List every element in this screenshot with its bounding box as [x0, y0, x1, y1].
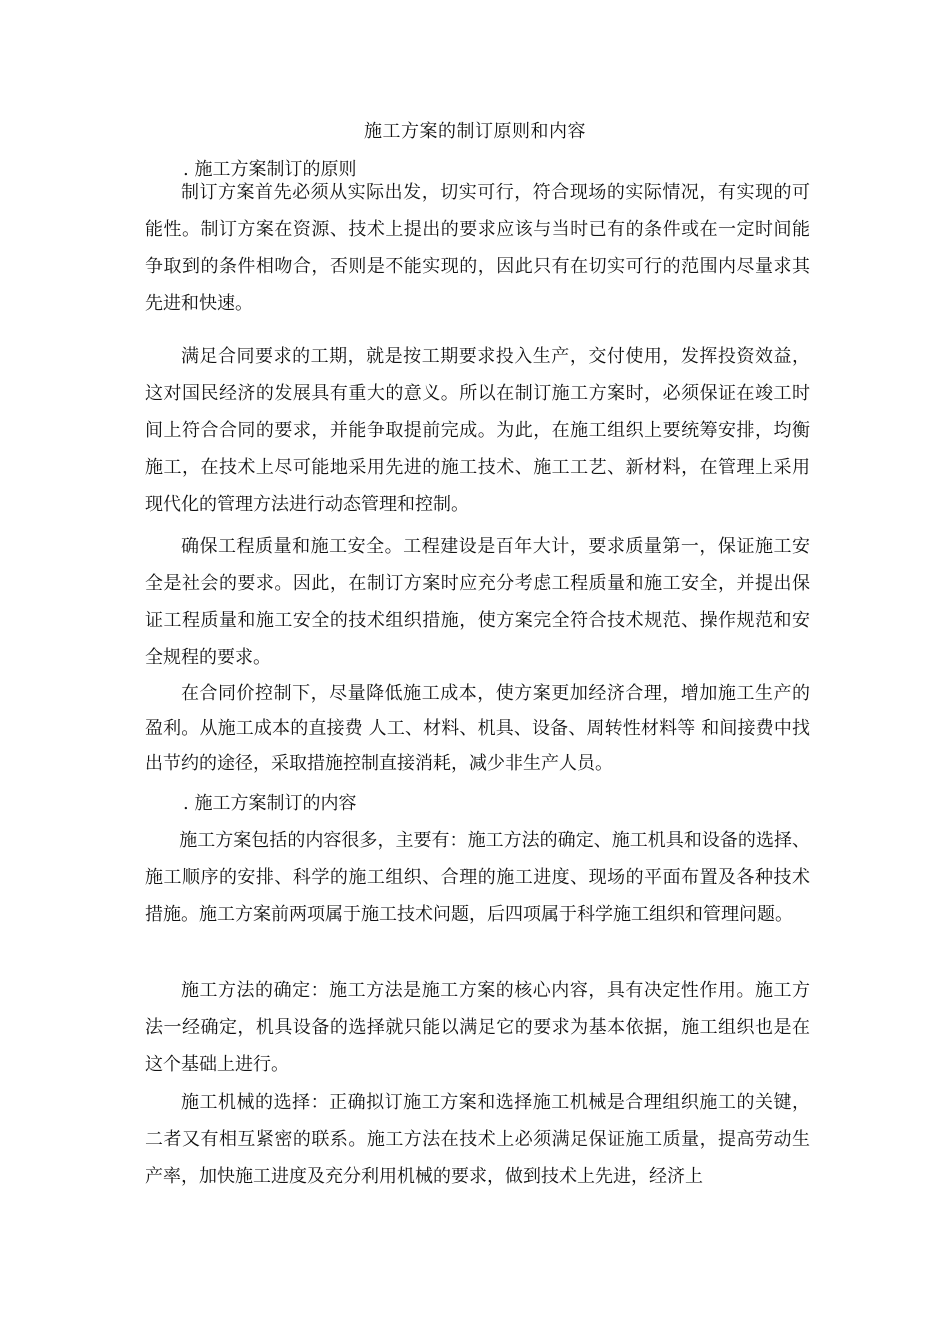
paragraph-machinery: 施工机械的选择：正确拟订施工方案和选择施工机械是合理组织施工的关键，二者又有相互紧密的联系。施工方法在技术上必须满足保证施工质量，提高劳动生产率，加快施工进度及充分利用机械的要求，做到技术上先进，经济上 — [145, 1092, 810, 1187]
paragraph-method: 施工方法的确定：施工方法是施工方案的核心内容，具有决定性作用。施工方法一经确定，机具设备的选择就只能以满足它的要求为基本依据，施工组织也是在这个基础上进行。 — [145, 980, 810, 1075]
paragraph-scope: 施工方案包括的内容很多，主要有：施工方法的确定、施工机具和设备的选择、施工顺序的安排、科学的施工组织、合理的施工进度、现场的平面布置及各种技术措施。施工方案前两项属于施工技术问题，后四项属于科学施工组织和管理问题。 — [145, 830, 810, 925]
paragraph-schedule: 满足合同要求的工期，就是按工期要求投入生产，交付使用，发挥投资效益，这对国民经济的发展具有重大的意义。所以在制订施工方案时，必须保证在竣工时间上符合合同的要求，并能争取提前完成。为此，在施工组织上要统筹安排，均衡施工，在技术上尽可能地采用先进的施工技术、施工工艺、新材料，在管理上采用现代化的管理方法进行动态管理和控制。 — [145, 346, 810, 515]
paragraph-quality-safety: 确保工程质量和施工安全。工程建设是百年大计，要求质量第一，保证施工安全是社会的要求。因此，在制订方案时应充分考虑工程质量和施工安全，并提出保证工程质量和施工安全的技术组织措施，使方案完全符合技术规范、操作规范和安全规程的要求。 — [145, 536, 810, 668]
section-heading-principles: . 施工方案制订的原则 — [183, 159, 357, 180]
section-heading-contents: . 施工方案制订的内容 — [183, 793, 357, 814]
paragraph-cost: 在合同价控制下，尽量降低施工成本，使方案更加经济合理，增加施工生产的盈利。从施工成本的直接费 人工、材料、机具、设备、周转性材料等 和间接费中找出节约的途径，采取措施控制直接消耗，减少非生产人员。 — [145, 683, 810, 774]
paragraph-practical: 制订方案首先必须从实际出发，切实可行，符合现场的实际情况，有实现的可能性。制订方案在资源、技术上提出的要求应该与当时已有的条件或在一定时间能争取到的条件相吻合，否则是不能实现的，因此只有在切实可行的范围内尽量求其先进和快速。 — [145, 182, 810, 314]
page-title: 施工方案的制订原则和内容 — [364, 121, 586, 142]
